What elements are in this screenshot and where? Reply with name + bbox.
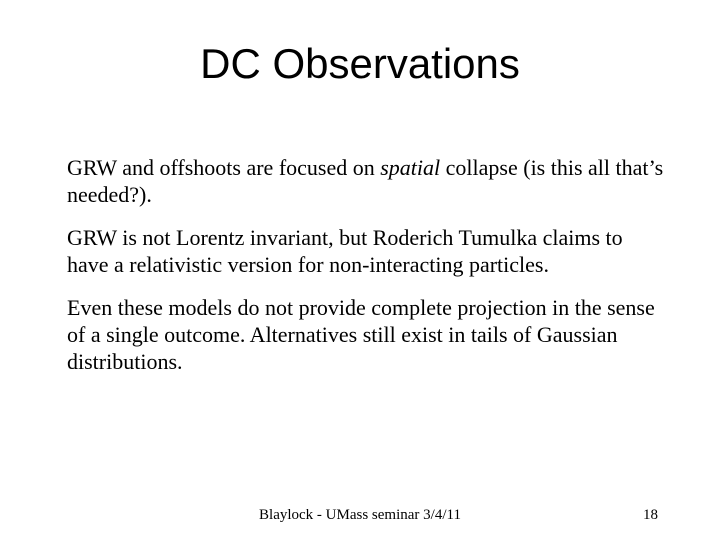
paragraph-1-after: collapse (is this all that’s needed?).	[67, 155, 664, 207]
paragraph-1-emphasis: spatial	[380, 155, 441, 180]
paragraph-3: Even these models do not provide complete projection in the sense of a single outcome. Alternatives still exist in tails of Gaussian distributions.	[67, 295, 655, 374]
paragraph-1	[67, 154, 667, 208]
slide-title: DC Observations	[200, 40, 520, 87]
page-number: 18	[643, 507, 658, 523]
footer-text: Blaylock - UMass seminar 3/4/11	[259, 507, 461, 523]
slide-footer	[0, 505, 720, 529]
paragraph-1-before: GRW and offshoots are focused on	[67, 155, 381, 180]
paragraph-2: GRW is not Lorentz invariant, but Roderich Tumulka claims to have a relativistic version for non-interacting particles.	[67, 225, 623, 277]
slide-body	[67, 154, 667, 391]
